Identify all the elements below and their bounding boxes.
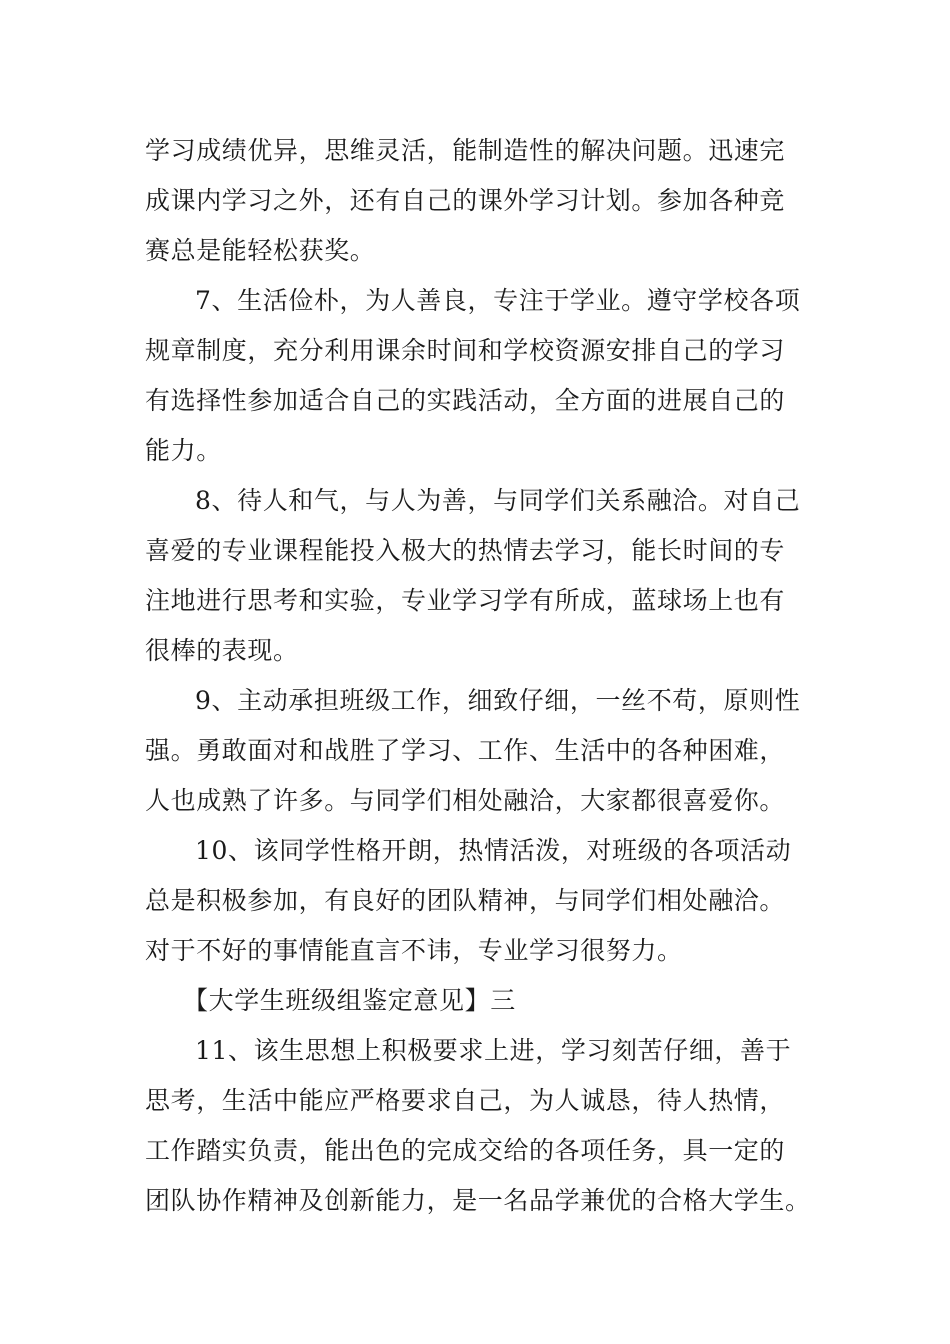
- text-line: 总是积极参加，有良好的团队精神，与同学们相处融洽。: [145, 886, 786, 915]
- paragraph-10-first-line: 10、该同学性格开朗，热情活泼，对班级的各项活动: [195, 836, 792, 865]
- text-line: 工作踏实负责，能出色的完成交给的各项任务，具一定的: [145, 1136, 786, 1165]
- text-line: 成课内学习之外，还有自己的课外学习计划。参加各种竞: [145, 186, 786, 215]
- text-line: 人也成熟了许多。与同学们相处融洽，大家都很喜爱你。: [145, 786, 786, 815]
- text-line: 喜爱的专业课程能投入极大的热情去学习，能长时间的专: [145, 536, 786, 565]
- text-line: 赛总是能轻松获奖。: [145, 236, 376, 265]
- text-line: 对于不好的事情能直言不讳，专业学习很努力。: [145, 936, 683, 965]
- text-line: 能力。: [145, 436, 222, 465]
- text-line: 思考，生活中能应严格要求自己，为人诚恳，待人热情，: [145, 1086, 786, 1115]
- text-line: 注地进行思考和实验，专业学习学有所成，蓝球场上也有: [145, 586, 786, 615]
- text-line: 有选择性参加适合自己的实践活动，全方面的进展自己的: [145, 386, 786, 415]
- text-line: 很棒的表现。: [145, 636, 299, 665]
- paragraph-9-first-line: 9、主动承担班级工作，细致仔细，一丝不苟，原则性: [195, 686, 801, 715]
- paragraph-11-first-line: 11、该生思想上积极要求上进，学习刻苦仔细，善于: [195, 1036, 792, 1065]
- text-line: 强。勇敢面对和战胜了学习、工作、生活中的各种困难，: [145, 736, 786, 765]
- section-heading: 【大学生班级组鉴定意见】三: [183, 986, 516, 1015]
- paragraph-7-first-line: 7、生活俭朴，为人善良，专注于学业。遵守学校各项: [195, 286, 801, 315]
- text-line: 规章制度，充分利用课余时间和学校资源安排自己的学习: [145, 336, 786, 365]
- text-line: 学习成绩优异，思维灵活，能制造性的解决问题。迅速完: [145, 136, 786, 165]
- paragraph-8-first-line: 8、待人和气，与人为善，与同学们关系融洽。对自己: [195, 486, 801, 515]
- text-line: 团队协作精神及创新能力，是一名品学兼优的合格大学生。: [145, 1186, 811, 1215]
